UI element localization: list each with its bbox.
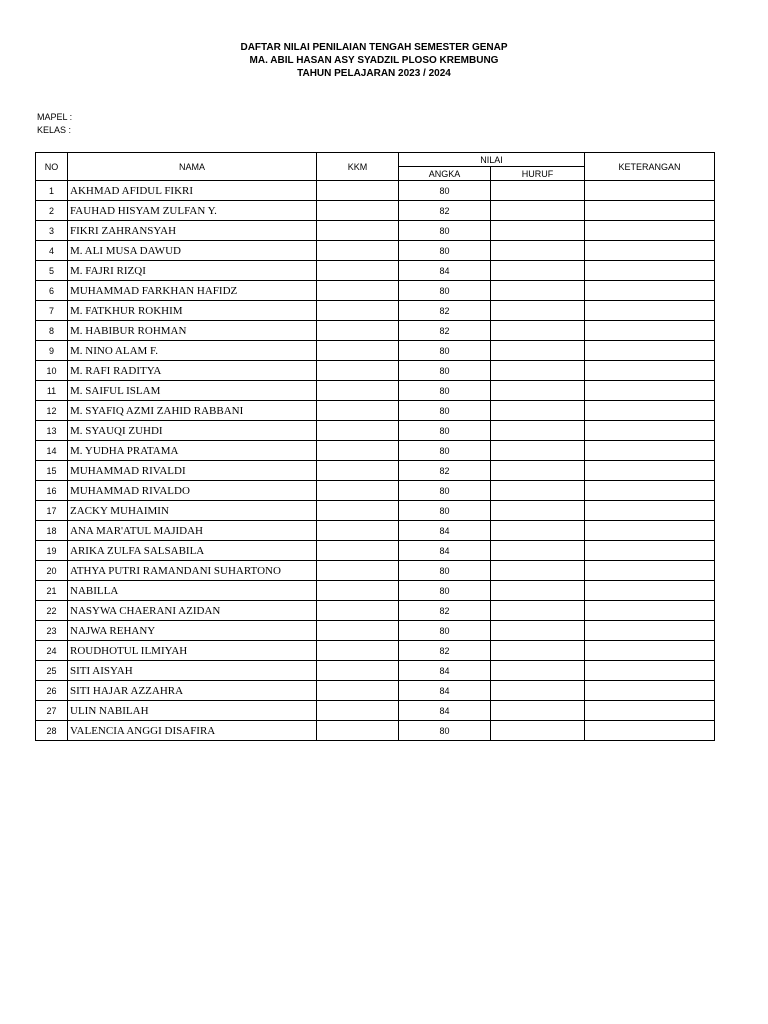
keterangan-cell [585, 661, 715, 681]
keterangan-cell [585, 221, 715, 241]
keterangan-cell [585, 401, 715, 421]
student-name: M. FAJRI RIZQI [68, 261, 317, 281]
huruf-cell [491, 181, 585, 201]
row-number: 20 [36, 561, 68, 581]
angka-cell: 80 [399, 581, 491, 601]
student-name: NAJWA REHANY [68, 621, 317, 641]
angka-cell: 84 [399, 701, 491, 721]
angka-cell: 84 [399, 681, 491, 701]
kkm-cell [317, 381, 399, 401]
table-row [36, 421, 715, 441]
angka-cell: 80 [399, 341, 491, 361]
huruf-cell [491, 681, 585, 701]
angka-cell: 80 [399, 381, 491, 401]
huruf-cell [491, 581, 585, 601]
keterangan-cell [585, 361, 715, 381]
angka-cell: 80 [399, 221, 491, 241]
student-name: ARIKA ZULFA SALSABILA [68, 541, 317, 561]
student-name: FAUHAD HISYAM ZULFAN Y. [68, 201, 317, 221]
row-number: 16 [36, 481, 68, 501]
keterangan-cell [585, 261, 715, 281]
mapel-label: MAPEL : [37, 112, 73, 122]
huruf-cell [491, 281, 585, 301]
kkm-cell [317, 421, 399, 441]
row-number: 11 [36, 381, 68, 401]
keterangan-cell [585, 201, 715, 221]
huruf-cell [491, 661, 585, 681]
angka-cell: 80 [399, 281, 491, 301]
row-number: 13 [36, 421, 68, 441]
keterangan-cell [585, 601, 715, 621]
angka-cell: 84 [399, 541, 491, 561]
kkm-cell [317, 241, 399, 261]
document-title: DAFTAR NILAI PENILAIAN TENGAH SEMESTER GENAP [240, 42, 508, 53]
kkm-cell [317, 561, 399, 581]
table-body [36, 181, 715, 741]
keterangan-cell [585, 621, 715, 641]
keterangan-cell [585, 421, 715, 441]
kkm-cell [317, 501, 399, 521]
huruf-cell [491, 361, 585, 381]
table-row [36, 661, 715, 681]
table-row [36, 401, 715, 421]
row-number: 28 [36, 721, 68, 741]
table-row [36, 461, 715, 481]
student-name: ZACKY MUHAIMIN [68, 501, 317, 521]
huruf-cell [491, 601, 585, 621]
huruf-cell [491, 721, 585, 741]
student-name: M. HABIBUR ROHMAN [68, 321, 317, 341]
keterangan-cell [585, 181, 715, 201]
school-name: MA. ABIL HASAN ASY SYADZIL PLOSO KREMBUNG [249, 55, 499, 66]
keterangan-cell [585, 321, 715, 341]
table-row [36, 581, 715, 601]
row-number: 21 [36, 581, 68, 601]
row-number: 12 [36, 401, 68, 421]
keterangan-cell [585, 481, 715, 501]
keterangan-cell [585, 681, 715, 701]
header-kkm: KKM [317, 153, 399, 181]
angka-cell: 80 [399, 241, 491, 261]
student-name: M. NINO ALAM F. [68, 341, 317, 361]
table-row [36, 181, 715, 201]
kkm-cell [317, 401, 399, 421]
angka-cell: 80 [399, 441, 491, 461]
kkm-cell [317, 621, 399, 641]
table-row [36, 701, 715, 721]
huruf-cell [491, 381, 585, 401]
header-nilai: NILAI [399, 153, 585, 167]
row-number: 26 [36, 681, 68, 701]
huruf-cell [491, 341, 585, 361]
huruf-cell [491, 541, 585, 561]
angka-cell: 84 [399, 661, 491, 681]
table-row [36, 301, 715, 321]
student-name: FIKRI ZAHRANSYAH [68, 221, 317, 241]
student-name: ANA MAR'ATUL MAJIDAH [68, 521, 317, 541]
student-name: AKHMAD AFIDUL FIKRI [68, 181, 317, 201]
student-name: M. ALI MUSA DAWUD [68, 241, 317, 261]
table-row [36, 521, 715, 541]
keterangan-cell [585, 521, 715, 541]
kkm-cell [317, 541, 399, 561]
angka-cell: 80 [399, 621, 491, 641]
row-number: 23 [36, 621, 68, 641]
row-number: 15 [36, 461, 68, 481]
huruf-cell [491, 401, 585, 421]
row-number: 22 [36, 601, 68, 621]
table-row [36, 641, 715, 661]
table-row [36, 241, 715, 261]
table-row [36, 541, 715, 561]
table-row [36, 441, 715, 461]
angka-cell: 80 [399, 501, 491, 521]
header-nama: NAMA [68, 153, 317, 181]
row-number: 7 [36, 301, 68, 321]
huruf-cell [491, 521, 585, 541]
kkm-cell [317, 701, 399, 721]
student-name: M. SYAUQI ZUHDI [68, 421, 317, 441]
row-number: 9 [36, 341, 68, 361]
angka-cell: 82 [399, 641, 491, 661]
header-angka: ANGKA [399, 167, 491, 181]
huruf-cell [491, 441, 585, 461]
keterangan-cell [585, 381, 715, 401]
table-row [36, 201, 715, 221]
kkm-cell [317, 601, 399, 621]
row-number: 3 [36, 221, 68, 241]
kkm-cell [317, 461, 399, 481]
keterangan-cell [585, 241, 715, 261]
angka-cell: 80 [399, 361, 491, 381]
kkm-cell [317, 721, 399, 741]
table-row [36, 381, 715, 401]
row-number: 1 [36, 181, 68, 201]
angka-cell: 84 [399, 521, 491, 541]
keterangan-cell [585, 541, 715, 561]
student-name: M. YUDHA PRATAMA [68, 441, 317, 461]
huruf-cell [491, 201, 585, 221]
keterangan-cell [585, 501, 715, 521]
table-row [36, 601, 715, 621]
student-name: NASYWA CHAERANI AZIDAN [68, 601, 317, 621]
keterangan-cell [585, 701, 715, 721]
angka-cell: 80 [399, 561, 491, 581]
kkm-cell [317, 641, 399, 661]
angka-cell: 80 [399, 421, 491, 441]
student-name: ROUDHOTUL ILMIYAH [68, 641, 317, 661]
kkm-cell [317, 661, 399, 681]
angka-cell: 80 [399, 401, 491, 421]
header-no: NO [36, 153, 68, 181]
row-number: 17 [36, 501, 68, 521]
row-number: 8 [36, 321, 68, 341]
student-name: NABILLA [68, 581, 317, 601]
header-keterangan: KETERANGAN [585, 153, 715, 181]
huruf-cell [491, 261, 585, 281]
kkm-cell [317, 521, 399, 541]
grades-table [35, 152, 715, 741]
huruf-cell [491, 461, 585, 481]
student-name: MUHAMMAD RIVALDO [68, 481, 317, 501]
angka-cell: 80 [399, 721, 491, 741]
kkm-cell [317, 441, 399, 461]
huruf-cell [491, 481, 585, 501]
row-number: 5 [36, 261, 68, 281]
angka-cell: 80 [399, 181, 491, 201]
keterangan-cell [585, 561, 715, 581]
kkm-cell [317, 341, 399, 361]
table-row [36, 501, 715, 521]
row-number: 10 [36, 361, 68, 381]
keterangan-cell [585, 441, 715, 461]
academic-year: TAHUN PELAJARAN 2023 / 2024 [297, 68, 451, 79]
student-name: M. SAIFUL ISLAM [68, 381, 317, 401]
row-number: 14 [36, 441, 68, 461]
keterangan-cell [585, 301, 715, 321]
kkm-cell [317, 481, 399, 501]
row-number: 25 [36, 661, 68, 681]
huruf-cell [491, 221, 585, 241]
keterangan-cell [585, 281, 715, 301]
header-huruf: HURUF [491, 167, 585, 181]
table-row [36, 341, 715, 361]
angka-cell: 84 [399, 261, 491, 281]
row-number: 24 [36, 641, 68, 661]
kkm-cell [317, 681, 399, 701]
table-row [36, 221, 715, 241]
keterangan-cell [585, 581, 715, 601]
student-name: MUHAMMAD RIVALDI [68, 461, 317, 481]
huruf-cell [491, 421, 585, 441]
kkm-cell [317, 281, 399, 301]
huruf-cell [491, 641, 585, 661]
huruf-cell [491, 301, 585, 321]
student-name: M. RAFI RADITYA [68, 361, 317, 381]
student-name: M. FATKHUR ROKHIM [68, 301, 317, 321]
document-header [0, 41, 748, 80]
kkm-cell [317, 261, 399, 281]
row-number: 19 [36, 541, 68, 561]
kelas-label: KELAS : [37, 125, 72, 135]
keterangan-cell [585, 461, 715, 481]
huruf-cell [491, 701, 585, 721]
table-row [36, 481, 715, 501]
kkm-cell [317, 581, 399, 601]
keterangan-cell [585, 641, 715, 661]
angka-cell: 82 [399, 201, 491, 221]
table-row [36, 281, 715, 301]
row-number: 18 [36, 521, 68, 541]
table-row [36, 361, 715, 381]
kkm-cell [317, 201, 399, 221]
table-row [36, 721, 715, 741]
kkm-cell [317, 221, 399, 241]
huruf-cell [491, 561, 585, 581]
row-number: 27 [36, 701, 68, 721]
angka-cell: 82 [399, 301, 491, 321]
row-number: 4 [36, 241, 68, 261]
row-number: 6 [36, 281, 68, 301]
kkm-cell [317, 321, 399, 341]
angka-cell: 80 [399, 481, 491, 501]
student-name: SITI AISYAH [68, 661, 317, 681]
kkm-cell [317, 361, 399, 381]
huruf-cell [491, 621, 585, 641]
huruf-cell [491, 321, 585, 341]
table-row [36, 321, 715, 341]
student-name: SITI HAJAR AZZAHRA [68, 681, 317, 701]
angka-cell: 82 [399, 601, 491, 621]
angka-cell: 82 [399, 461, 491, 481]
table-row [36, 261, 715, 281]
angka-cell: 82 [399, 321, 491, 341]
keterangan-cell [585, 341, 715, 361]
student-name: MUHAMMAD FARKHAN HAFIDZ [68, 281, 317, 301]
table-row [36, 681, 715, 701]
kkm-cell [317, 181, 399, 201]
kkm-cell [317, 301, 399, 321]
student-name: ULIN NABILAH [68, 701, 317, 721]
student-name: VALENCIA ANGGI DISAFIRA [68, 721, 317, 741]
huruf-cell [491, 501, 585, 521]
table-row [36, 621, 715, 641]
huruf-cell [491, 241, 585, 261]
keterangan-cell [585, 721, 715, 741]
table-row [36, 561, 715, 581]
student-name: M. SYAFIQ AZMI ZAHID RABBANI [68, 401, 317, 421]
student-name: ATHYA PUTRI RAMANDANI SUHARTONO [68, 561, 317, 581]
row-number: 2 [36, 201, 68, 221]
